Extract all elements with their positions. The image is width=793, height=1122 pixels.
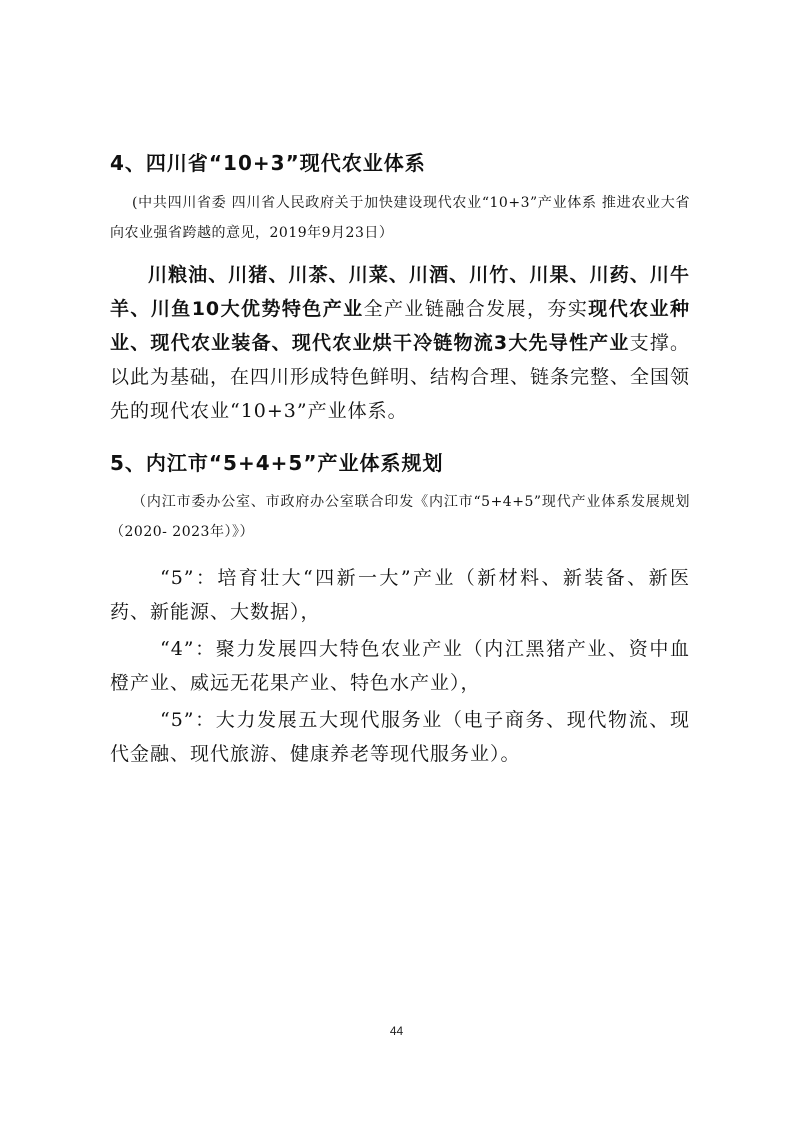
section-4-source-note: (中共四川省委 四川省人民政府关于加快建设现代农业“10+3”产业体系 推进农业大省向农业强省跨越的意见，2019年9月23日） — [110, 195, 690, 241]
section-4-paragraph — [110, 258, 690, 428]
highlight-ten-industries: 川粮油、川猪、川茶、川菜、川酒、川竹、川果、川药、川牛羊、川鱼10大优势特色产业 — [110, 264, 690, 320]
section-5-item-1: “5”：培育壮大“四新一大”产业（新材料、新装备、新医药、新能源、大数据）， — [110, 567, 690, 623]
section-4-heading: 4、四川省“10+3”现代农业体系 — [110, 151, 426, 175]
paragraph-text-2: 支撑。以此为基础，在四川形成特色鲜明、结构合理、链条完整、全国领先的现代农业“10+3”产业体系。 — [110, 332, 691, 422]
paragraph-text-1: 全产业链融合发展，夯实 — [363, 298, 589, 320]
section-5-source-note: （内江市委办公室、市政府办公室联合印发《内江市“5+4+5”现代产业体系发展规划（2020- 2023年）》） — [110, 494, 690, 540]
section-5-heading: 5、内江市“5+4+5”产业体系规划 — [110, 451, 444, 475]
section-5-item-2: “4”：聚力发展四大特色农业产业（内江黑猪产业、资中血橙产业、威远无花果产业、特色水产业）， — [110, 638, 690, 694]
highlight-three-pioneer-industries: 现代农业种业、现代农业装备、现代农业烘干冷链物流3大先导性产业 — [110, 298, 690, 354]
page-number: 44 — [389, 1024, 404, 1038]
section-5-item-3: “5”：大力发展五大现代服务业（电子商务、现代物流、现代金融、现代旅游、健康养老等现代服务业）。 — [110, 709, 690, 765]
